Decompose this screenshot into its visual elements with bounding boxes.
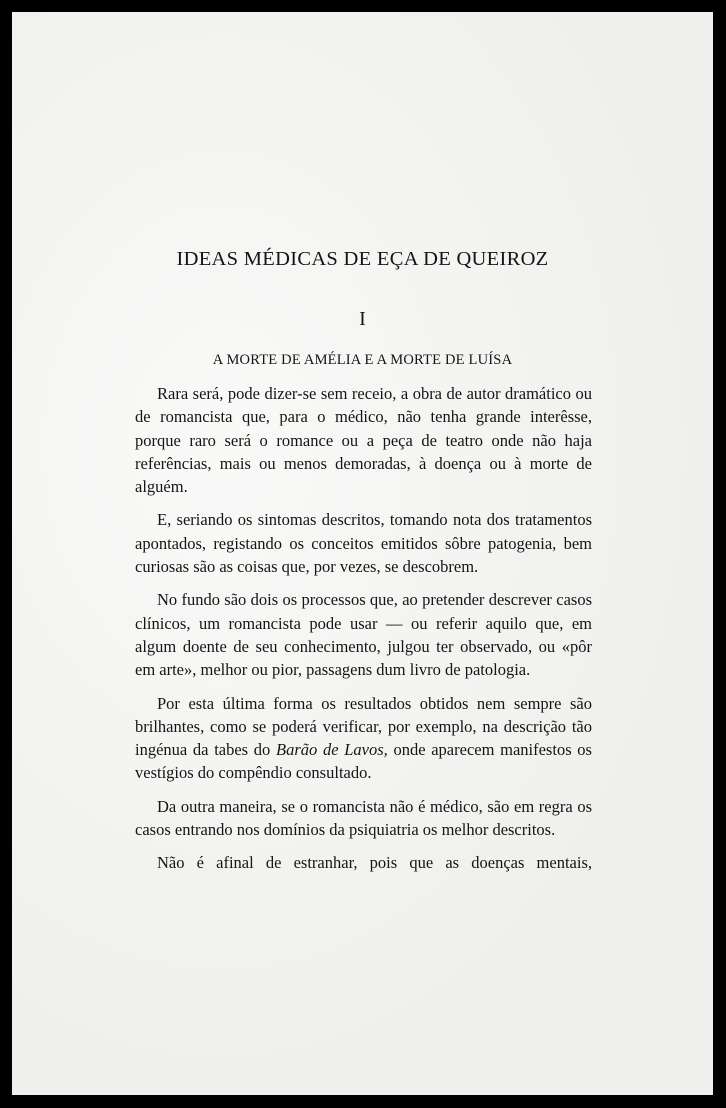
paragraph-text: Por esta última forma os resultados obtidos nem sempre são brilhantes, como se poderá verificar, por exemplo, na descrição tão ingénua da tabes do	[135, 693, 592, 760]
paragraph: No fundo são dois os processos que, ao pretender descrever casos clínicos, um romancista pode usar — ou referir aquilo que, em algum doente de seu conhecimento, julgou ter observado, ou «pôr em arte», melhor ou pior, passagens dum livro de patologia.	[135, 590, 592, 680]
paragraph	[135, 692, 592, 785]
paragraph: Rara será, pode dizer-se sem receio, a obra de autor dramático ou de romancista que, para o médico, não tenha grande interêsse, porque raro será o romance ou a peça de teatro onde não haja referências, mais ou menos demoradas, à doença ou à morte de alguém.	[135, 384, 592, 497]
paragraph: Da outra maneira, se o romancista não é médico, são em regra os casos entrando nos domínios da psiquiatria os melhor descritos.	[135, 796, 592, 840]
page-title: IDEAS MÉDICAS DE EÇA DE QUEIROZ	[176, 248, 549, 270]
paragraph-text: onde aparecem manifestos os vestígios do compêndio consultado.	[135, 740, 592, 783]
paragraph: Não é afinal de estranhar, pois que as doenças mentais,	[157, 853, 592, 873]
paragraph: E, seriando os sintomas descritos, tomando nota dos tratamentos apontados, registando os conceitos emitidos sôbre patogenia, bem curiosas são as coisas que, por vezes, se descobrem.	[135, 510, 592, 577]
book-page	[12, 12, 713, 1095]
chapter-number: I	[359, 308, 366, 330]
body-text	[135, 382, 592, 885]
book-title-italic: Barão de Lavos,	[276, 740, 388, 760]
chapter-title: A MORTE DE AMÉLIA E A MORTE DE LUÍSA	[212, 352, 513, 368]
